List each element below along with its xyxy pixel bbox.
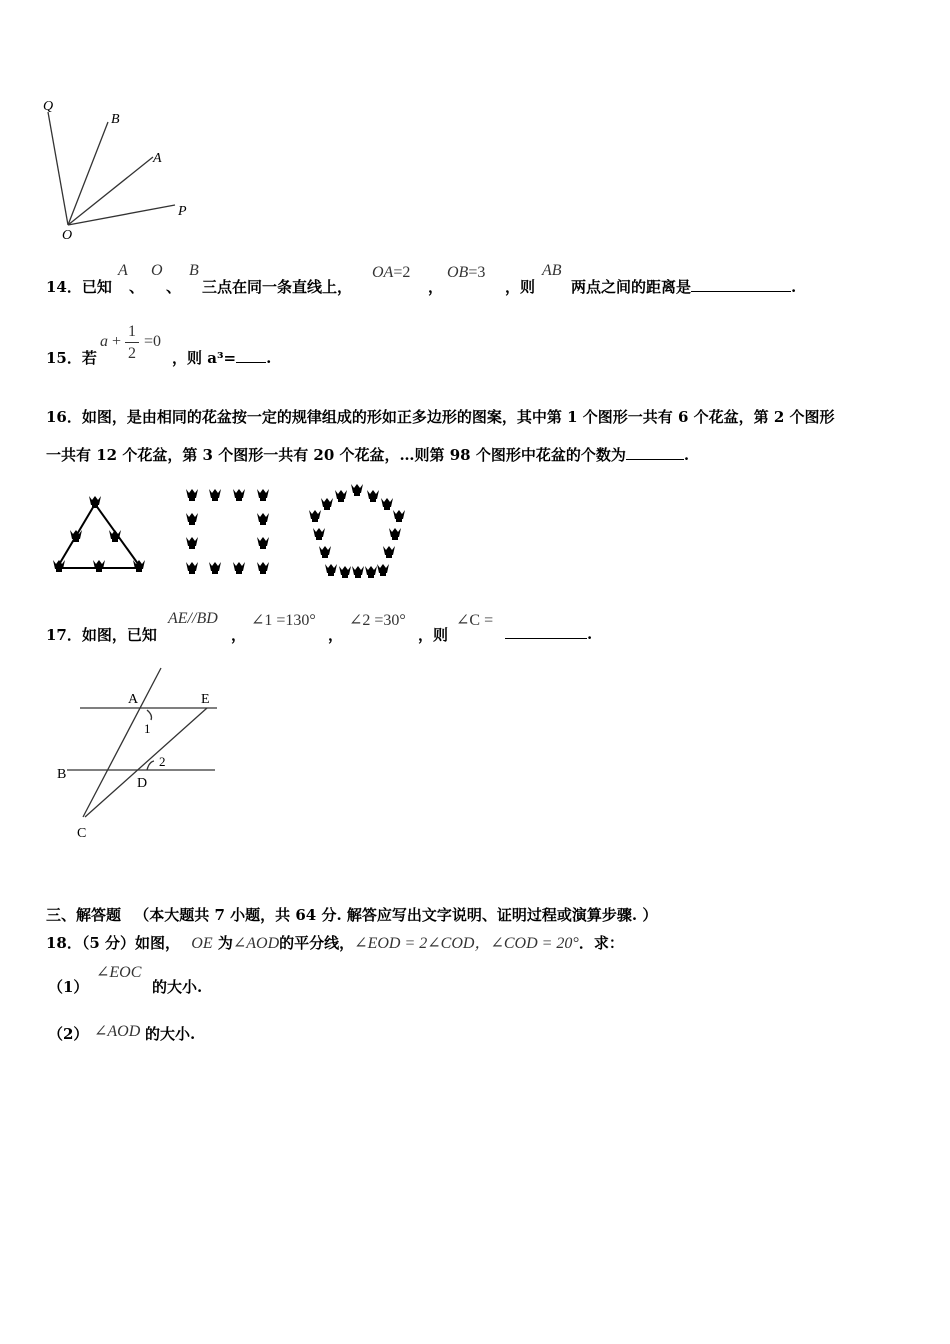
section-3-heading <box>46 904 657 925</box>
pattern-pentagon <box>309 484 405 578</box>
line-ac <box>83 668 161 817</box>
q17-cond2: ∠1 =130° <box>251 612 316 629</box>
parallel-lines-figure <box>55 665 235 845</box>
q15-answer-blank <box>236 348 266 363</box>
q15-frac-bar <box>125 342 139 343</box>
q18-oe: OE <box>191 935 213 952</box>
q17-comma2: ， <box>328 626 344 644</box>
q15-frac-den: 2 <box>128 345 136 362</box>
q18-part2-number: （2） <box>48 1025 89 1043</box>
label-a: A <box>128 692 139 707</box>
q14-number: 14． <box>46 278 82 296</box>
label-c: C <box>77 826 87 841</box>
q17-ask: ∠C = <box>456 612 494 629</box>
q14-point-b: B <box>189 262 199 279</box>
q15-var-a: a <box>100 333 108 350</box>
q14-comma1: ， <box>428 278 444 296</box>
q17-text2: ，则 <box>418 626 449 644</box>
q15-eq: =0 <box>144 333 162 350</box>
q17-answer: . <box>505 624 592 643</box>
q14-sep2: 、 <box>166 278 182 296</box>
q17-cond1: AE//BD <box>168 610 218 627</box>
label-b: B <box>57 767 67 782</box>
flower-pot-patterns <box>45 482 425 592</box>
q14-text4: 两点之间的距离是 . <box>571 278 797 296</box>
q14-ob: OB=3 <box>447 264 486 281</box>
q17-cond3: ∠2 =30° <box>349 612 406 629</box>
label-p: P <box>178 204 187 219</box>
q18-part1-expr: ∠EOC <box>96 964 142 981</box>
section-3-desc: （本大题共 7 小题，共 64 分. 解答应写出文字说明、证明过程或演算步骤. ） <box>134 906 658 924</box>
label-b: B <box>111 112 120 127</box>
label-angle-2: 2 <box>159 754 166 769</box>
ray-op <box>68 205 175 225</box>
q14-oa: OA=2 <box>372 264 411 281</box>
ray-oq <box>48 112 68 225</box>
q14-point-o: O <box>151 262 163 279</box>
pattern-square <box>186 489 269 574</box>
q14-answer-blank <box>691 277 791 292</box>
question-15: 15．若 <box>46 349 97 367</box>
label-q: Q <box>43 99 54 114</box>
label-a: A <box>153 151 162 166</box>
question-18: 18．（5 分）如图， OE 为∠AOD的平分线，∠EOD = 2∠COD，∠COD = 20°．求： <box>46 934 624 952</box>
q18-part1-text: 的大小. <box>152 978 203 996</box>
q14-ab: AB <box>542 262 562 279</box>
q14-text3: ，则 <box>505 278 536 296</box>
label-o: O <box>62 228 73 242</box>
section-3-title: 三、解答题 <box>46 906 122 924</box>
pattern-triangle-pots <box>53 496 145 572</box>
question-16-line2: 一共有 12 个花盆，第 3 个图形一共有 20 个花盆，…则第 98 个图形中花盆的个数为 . <box>46 446 690 464</box>
q18-aod: ∠AOD <box>232 935 280 952</box>
q17-comma1: ， <box>231 626 247 644</box>
q14-point-a: A <box>118 262 128 279</box>
q18-part1-number: （1） <box>48 978 89 996</box>
q14-sep1: 、 <box>129 278 145 296</box>
label-angle-1: 1 <box>144 721 151 736</box>
q18-part2-expr: ∠AOD <box>94 1023 141 1040</box>
q18-part2-text: 的大小. <box>145 1025 196 1043</box>
angle-2-arc <box>147 761 154 770</box>
question-14 <box>46 276 112 297</box>
q18-cond: ∠EOD = 2∠COD，∠COD = 20° <box>354 935 579 952</box>
q15-text2: ，则 a³= . <box>172 349 272 367</box>
q17-answer-blank <box>505 624 587 639</box>
angle-rays-figure <box>38 92 208 242</box>
q15-frac-num: 1 <box>128 323 136 340</box>
q14-text1: 已知 <box>81 278 112 296</box>
pattern-triangle <box>57 504 141 568</box>
label-d: D <box>137 776 148 791</box>
label-e: E <box>201 692 210 707</box>
question-16-line1: 16．如图，是由相同的花盆按一定的规律组成的形如正多边形的图案，其中第 1 个图形一共有 6 个花盆，第 2 个图形 <box>46 408 835 426</box>
question-17: 17．如图，已知 <box>46 626 157 644</box>
q15-plus: + <box>112 333 122 350</box>
q14-text2: 三点在同一条直线上， <box>202 278 353 296</box>
q16-answer-blank <box>626 445 684 460</box>
angle-1-arc <box>147 710 152 720</box>
